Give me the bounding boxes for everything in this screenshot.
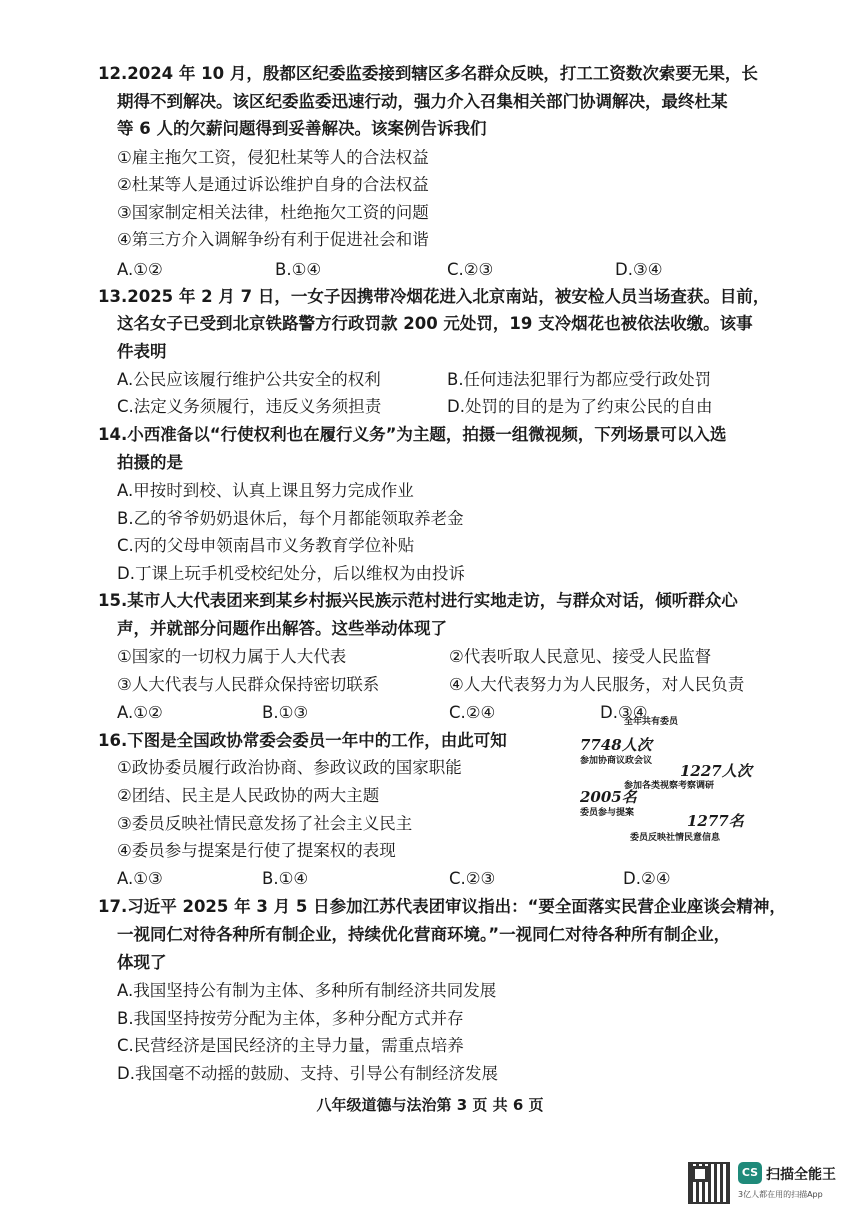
q15-option-c: C.②④ xyxy=(449,703,496,722)
q12-statement-3: ③国家制定相关法律，杜绝拖欠工资的问题 xyxy=(117,203,429,222)
q17-option-b: B.我国坚持按劳分配为主体，多种分配方式并存 xyxy=(117,1009,464,1028)
q15-stem-line-2: 声，并就部分问题作出解答。这些举动体现了 xyxy=(117,619,447,638)
q14-option-a: A.甲按时到校、认真上课且努力完成作业 xyxy=(117,481,414,500)
qr-code xyxy=(688,1162,730,1204)
q13-option-b: B.任何违法犯罪行为都应受行政处罚 xyxy=(447,370,712,389)
figure-label-3: 委员参与提案 xyxy=(580,808,635,818)
q16-statement-1: ①政协委员履行政治协商、参政议政的国家职能 xyxy=(117,758,462,777)
q14-stem-line-2: 拍摄的是 xyxy=(117,453,183,472)
camscanner-logo-icon: CS xyxy=(738,1162,762,1184)
q16-option-c: C.②③ xyxy=(449,869,496,888)
q16-figure xyxy=(572,718,762,858)
q12-stem-line-3: 等 6 人的欠薪问题得到妥善解决。该案例告诉我们 xyxy=(117,119,487,138)
q15-statement-1: ①国家的一切权力属于人大代表 xyxy=(117,647,347,666)
q12-statement-4: ④第三方介入调解争纷有利于促进社会和谐 xyxy=(117,230,429,249)
figure-value-2: 1227人次 xyxy=(680,762,752,780)
q12-stem-line-1: 12.2024 年 10 月，殷都区纪委监委接到辖区多名群众反映，打工工资数次索要无果，长 xyxy=(98,64,758,83)
q13-option-d: D.处罚的目的是为了约束公民的自由 xyxy=(447,397,713,416)
q12-stem-line-2: 期得不到解决。该区纪委监委迅速行动，强力介入召集相关部门协调解决，最终杜某 xyxy=(117,92,728,111)
q16-option-b: B.①④ xyxy=(262,869,309,888)
q17-stem-line-3: 体现了 xyxy=(117,953,167,972)
q13-stem-line-3: 件表明 xyxy=(117,342,167,361)
camscanner-tagline: 3亿人都在用的扫描App xyxy=(738,1190,823,1199)
q17-stem-line-1: 17.习近平 2025 年 3 月 5 日参加江苏代表团审议指出：“要全面落实民营企业座谈会精神， xyxy=(98,897,786,916)
q14-stem-line-1: 14.小西准备以“行使权利也在履行义务”为主题，拍摄一组微视频，下列场景可以入选 xyxy=(98,425,727,444)
q14-option-b: B.乙的爷爷奶奶退休后，每个月都能领取养老金 xyxy=(117,509,464,528)
q13-stem-line-1: 13.2025 年 2 月 7 日，一女子因携带冷烟花进入北京南站，被安检人员当场查获。目前， xyxy=(98,287,770,306)
q13-stem-line-2: 这名女子已受到北京铁路警方行政罚款 200 元处罚，19 支冷烟花也被依法收缴。该事 xyxy=(117,314,753,333)
q15-statement-3: ③人大代表与人民群众保持密切联系 xyxy=(117,675,380,694)
q17-stem-line-2: 一视同仁对待各种所有制企业，持续优化营商环境。”一视同仁对待各种所有制企业， xyxy=(117,925,731,944)
q13-option-c: C.法定义务须履行，违反义务须担责 xyxy=(117,397,382,416)
figure-value-3: 2005名 xyxy=(580,788,637,806)
q14-option-d: D.丁课上玩手机受校纪处分，后以维权为由投诉 xyxy=(117,564,465,583)
figure-label-1: 参加协商议政会议 xyxy=(580,756,653,766)
figure-header: 全年共有委员 xyxy=(624,717,679,727)
q12-option-b: B.①④ xyxy=(275,260,322,279)
q17-option-d: D.我国毫不动摇的鼓励、支持、引导公有制经济发展 xyxy=(117,1064,498,1083)
q15-option-d: D.③④ xyxy=(600,703,648,722)
q16-option-d: D.②④ xyxy=(623,869,671,888)
q16-statement-3: ③委员反映社情民意发扬了社会主义民主 xyxy=(117,814,413,833)
q12-option-c: C.②③ xyxy=(447,260,494,279)
page-footer: 八年级道德与法治第 3 页 共 6 页 xyxy=(316,1096,544,1114)
figure-label-4: 委员反映社情民意信息 xyxy=(630,833,721,843)
q13-option-a: A.公民应该履行维护公共安全的权利 xyxy=(117,370,381,389)
q16-statement-4: ④委员参与提案是行使了提案权的表现 xyxy=(117,841,396,860)
q16-option-a: A.①③ xyxy=(117,869,163,888)
q12-option-d: D.③④ xyxy=(615,260,663,279)
camscanner-brand: 扫描全能王 xyxy=(766,1167,836,1183)
q16-stem-line-1: 16.下图是全国政协常委会委员一年中的工作，由此可知 xyxy=(98,731,507,750)
q14-option-c: C.丙的父母申领南昌市义务教育学位补贴 xyxy=(117,536,415,555)
q12-statement-2: ②杜某等人是通过诉讼维护自身的合法权益 xyxy=(117,175,429,194)
q15-stem-line-1: 15.某市人大代表团来到某乡村振兴民族示范村进行实地走访，与群众对话，倾听群众心 xyxy=(98,591,738,610)
q17-option-c: C.民营经济是国民经济的主导力量，需重点培养 xyxy=(117,1036,464,1055)
q12-statement-1: ①雇主拖欠工资，侵犯杜某等人的合法权益 xyxy=(117,148,429,167)
q17-option-a: A.我国坚持公有制为主体、多种所有制经济共同发展 xyxy=(117,981,497,1000)
q15-statement-4: ④人大代表努力为人民服务，对人民负责 xyxy=(449,675,745,694)
q16-statement-2: ②团结、民主是人民政协的两大主题 xyxy=(117,786,380,805)
figure-label-2: 参加各类视察考察调研 xyxy=(624,781,715,791)
q15-statement-2: ②代表听取人民意见、接受人民监督 xyxy=(449,647,712,666)
q15-option-a: A.①② xyxy=(117,703,163,722)
q12-option-a: A.①② xyxy=(117,260,163,279)
figure-value-1: 7748人次 xyxy=(580,736,652,754)
figure-value-4: 1277名 xyxy=(687,812,744,830)
q15-option-b: B.①③ xyxy=(262,703,309,722)
